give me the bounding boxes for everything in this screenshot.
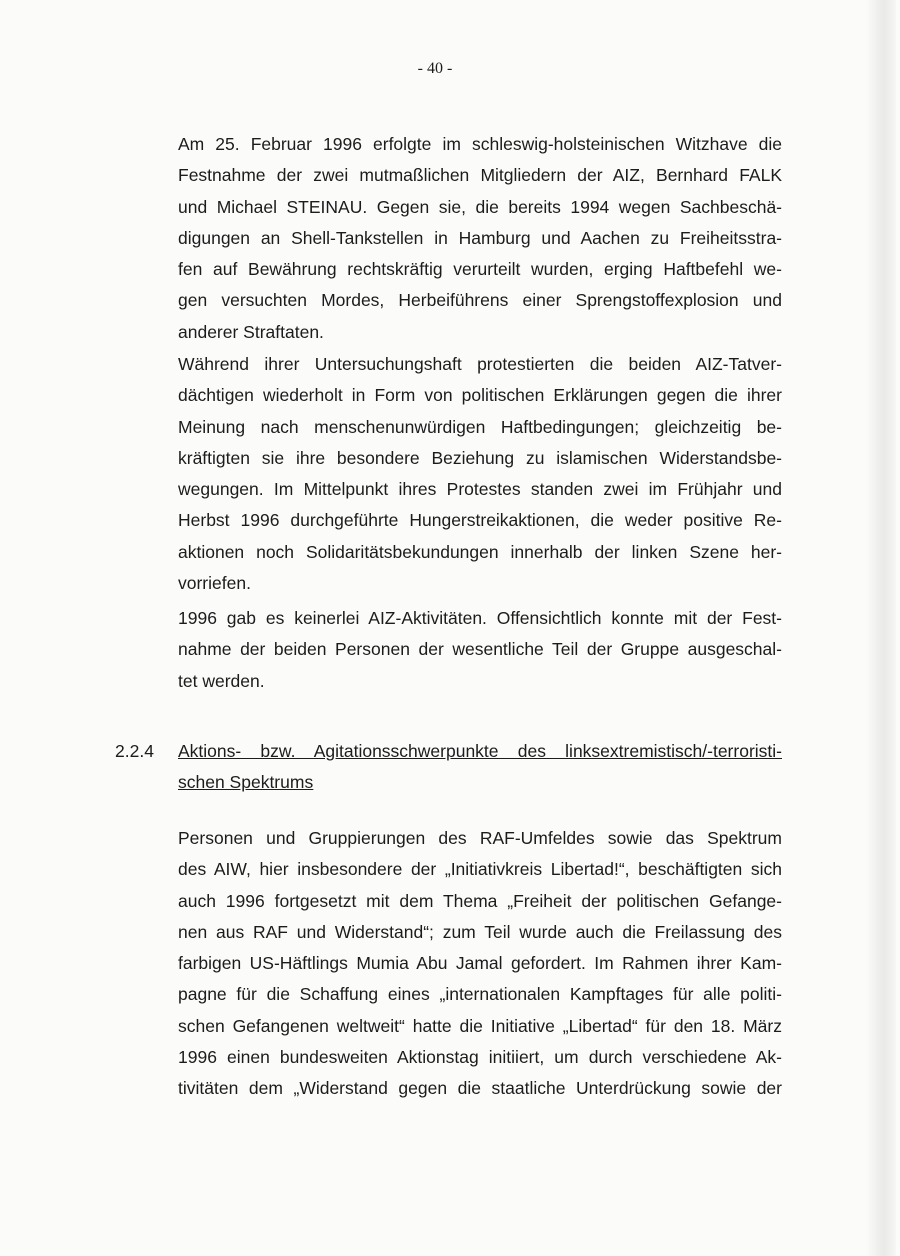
text-line: wegungen. Im Mittelpunkt ihres Protestes standen zwei im Frühjahr und: [178, 479, 782, 500]
page-edge-shadow: [866, 0, 896, 1256]
text-line: 1996 einen bundesweiten Aktionstag initiiert, um durch verschiedene Ak-: [178, 1047, 782, 1068]
section-title-line: schen Spektrums: [178, 772, 314, 792]
text-line: tivitäten dem „Widerstand gegen die staatliche Unterdrückung sowie der: [178, 1078, 782, 1099]
text-line: anderer Straftaten.: [178, 321, 324, 342]
text-line: 1996 gab es keinerlei AIZ-Aktivitäten. Offensichtlich konnte mit der Fest-: [178, 608, 782, 628]
text-line: dächtigen wiederholt in Form von politischen Erklärungen gegen die ihrer: [178, 385, 782, 406]
paragraph-no-activities: [178, 603, 782, 697]
text-line: pagne für die Schaffung eines „internationalen Kampftages für alle politi-: [178, 984, 782, 1005]
text-line: Am 25. Februar 1996 erfolgte im schleswig-holsteinischen Witzhave die: [178, 134, 782, 154]
paragraph-arrest: [178, 129, 782, 348]
paragraph-raf-environment: [178, 823, 782, 1105]
paragraph-detention-protest: [178, 349, 782, 599]
text-line: tet werden.: [178, 670, 265, 691]
text-line: nen aus RAF und Widerstand“; zum Teil wurde auch die Freilassung des: [178, 921, 782, 942]
text-line: Personen und Gruppierungen des RAF-Umfeldes sowie das Spektrum: [178, 828, 782, 848]
text-line: und Michael STEINAU. Gegen sie, die bereits 1994 wegen Sachbeschä-: [178, 196, 782, 217]
section-number: 2.2.4: [115, 741, 154, 761]
text-line: des AIW, hier insbesondere der „Initiativkreis Libertad!“, beschäftigten sich: [178, 859, 782, 880]
text-line: kräftigten sie ihre besondere Beziehung zu islamischen Widerstandsbe-: [178, 447, 782, 468]
text-line: Herbst 1996 durchgeführte Hungerstreikaktionen, die weder positive Re-: [178, 510, 782, 531]
text-line: vorriefen.: [178, 573, 251, 594]
section-title-line: Aktions- bzw. Agitationsschwerpunkte des linksextremistisch/-terroristi-: [178, 741, 782, 761]
text-line: Festnahme der zwei mutmaßlichen Mitgliedern der AIZ, Bernhard FALK: [178, 165, 782, 186]
text-line: auch 1996 fortgesetzt mit dem Thema „Freiheit der politischen Gefange-: [178, 890, 782, 911]
text-line: Meinung nach menschenunwürdigen Haftbedingungen; gleichzeitig be-: [178, 416, 782, 437]
text-line: schen Gefangenen weltweit“ hatte die Initiative „Libertad“ für den 18. März: [178, 1015, 782, 1036]
text-line: digungen an Shell-Tankstellen in Hamburg und Aachen zu Freiheitsstra-: [178, 227, 782, 248]
text-line: gen versuchten Mordes, Herbeiführens einer Sprengstoffexplosion und: [178, 290, 782, 311]
text-line: farbigen US-Häftlings Mumia Abu Jamal gefordert. Im Rahmen ihrer Kam-: [178, 953, 782, 974]
section-title: [178, 736, 782, 798]
text-line: aktionen noch Solidaritätsbekundungen innerhalb der linken Szene her-: [178, 541, 782, 562]
text-line: fen auf Bewährung rechtskräftig verurteilt wurden, erging Haftbefehl we-: [178, 259, 782, 280]
page-number: - 40 -: [417, 60, 453, 77]
text-line: Während ihrer Untersuchungshaft protestierten die beiden AIZ-Tatver-: [178, 354, 782, 374]
text-line: nahme der beiden Personen der wesentliche Teil der Gruppe ausgeschal-: [178, 639, 782, 660]
